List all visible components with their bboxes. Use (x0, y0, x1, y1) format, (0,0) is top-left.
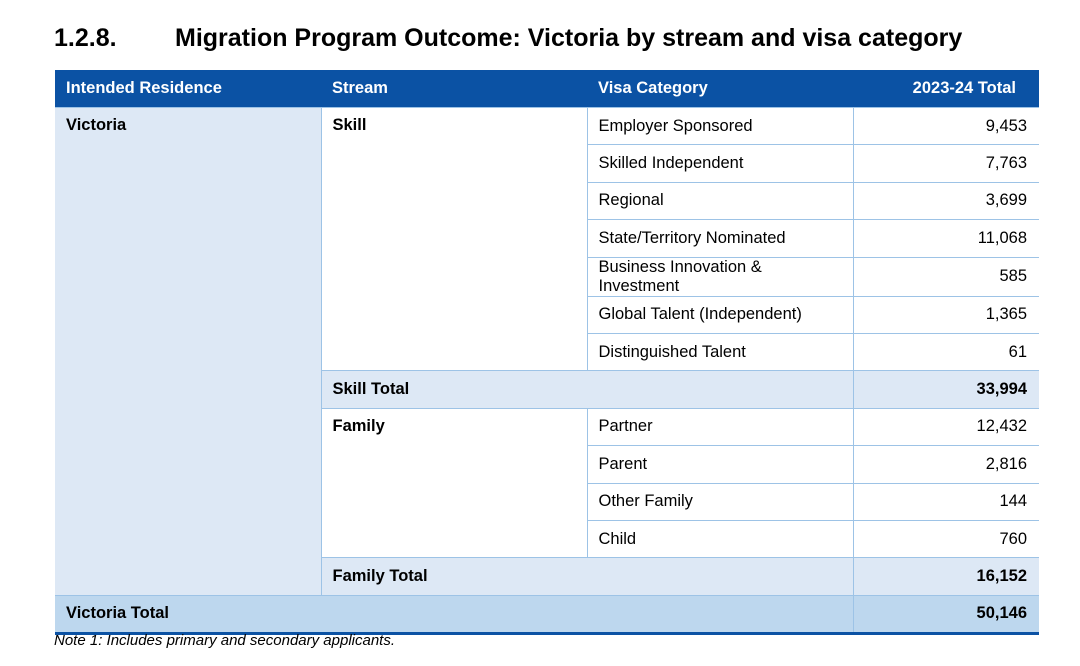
total-cell: 12,432 (853, 408, 1039, 445)
total-cell: 61 (853, 333, 1039, 370)
visa-category-cell: Regional (587, 182, 853, 219)
visa-category-cell: Parent (587, 446, 853, 483)
table-header-row (55, 70, 1039, 108)
column-header-residence: Intended Residence (55, 70, 321, 108)
total-cell: 9,453 (853, 108, 1039, 145)
section-title: Migration Program Outcome: Victoria by stream and visa category (175, 24, 963, 52)
family-total-label: Family Total (321, 558, 853, 595)
total-cell: 3,699 (853, 182, 1039, 219)
victoria-total-label: Victoria Total (55, 595, 853, 633)
total-cell: 2,816 (853, 446, 1039, 483)
total-cell: 144 (853, 483, 1039, 520)
victoria-total-value: 50,146 (853, 595, 1039, 633)
total-cell: 1,365 (853, 296, 1039, 333)
column-header-total: 2023-24 Total (853, 70, 1039, 108)
visa-category-cell: Child (587, 520, 853, 557)
victoria-total-row (55, 595, 1039, 633)
visa-category-cell: Partner (587, 408, 853, 445)
visa-category-cell: Distinguished Talent (587, 333, 853, 370)
total-cell: 11,068 (853, 220, 1039, 257)
stream-cell-skill: Skill (321, 108, 587, 371)
visa-category-cell: Business Innovation & Investment (587, 257, 853, 296)
section-number: 1.2.8. (54, 24, 117, 52)
stream-cell-family: Family (321, 408, 587, 558)
total-cell: 7,763 (853, 145, 1039, 182)
table-footnote: Note 1: Includes primary and secondary applicants. (54, 632, 396, 649)
column-header-visa-category: Visa Category (587, 70, 853, 108)
skill-total-value: 33,994 (853, 371, 1039, 408)
visa-category-cell: State/Territory Nominated (587, 220, 853, 257)
total-cell: 760 (853, 520, 1039, 557)
table-row (55, 108, 1039, 145)
section-heading (54, 24, 962, 53)
visa-category-cell: Global Talent (Independent) (587, 296, 853, 333)
visa-category-cell: Skilled Independent (587, 145, 853, 182)
column-header-stream: Stream (321, 70, 587, 108)
residence-cell: Victoria (55, 108, 321, 596)
family-total-value: 16,152 (853, 558, 1039, 595)
total-cell: 585 (853, 257, 1039, 296)
visa-category-cell: Employer Sponsored (587, 108, 853, 145)
visa-category-cell: Other Family (587, 483, 853, 520)
skill-total-label: Skill Total (321, 371, 853, 408)
migration-outcome-table (55, 70, 1039, 635)
